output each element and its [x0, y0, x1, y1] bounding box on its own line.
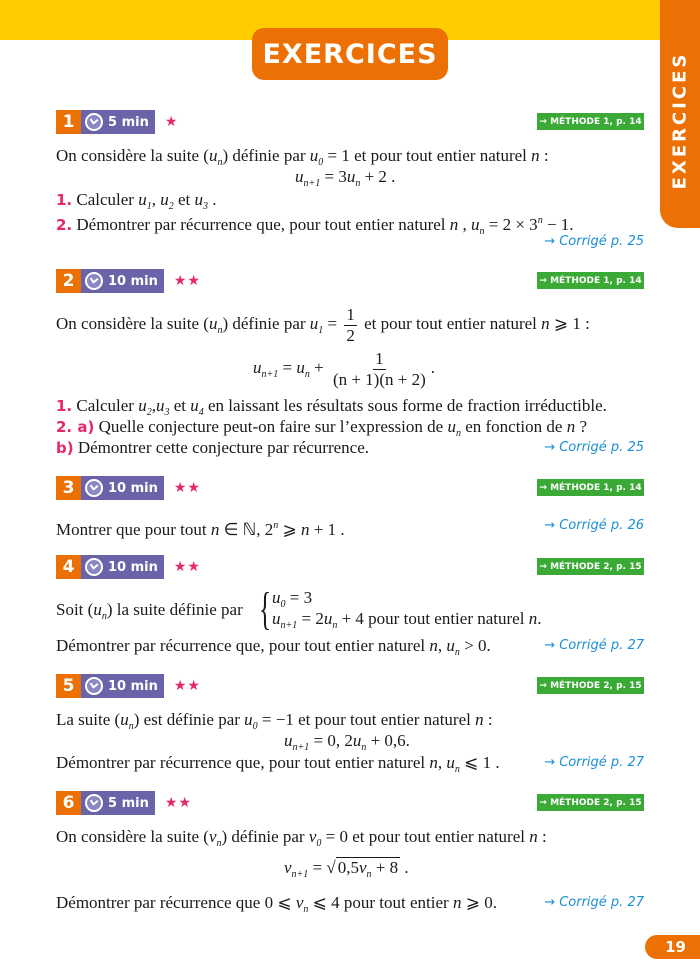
exercise-1-question-1: 1. Calculer $u_1$, $u_2$ et $u_3$ . [56, 190, 217, 212]
corrige-link[interactable]: → Corrigé p. 25 [544, 234, 644, 249]
exercise-1-question-2: 2. Démontrer par récurrence que, pour tout entier naturel n , $u_n = 2 \times 3^n - 1$. [56, 215, 574, 237]
exercise-3-statement: Montrer que pour tout n ∈ ℕ, 2$^n$ ⩾ n + 1 . [56, 520, 345, 539]
exercise-1-header [56, 110, 178, 134]
page-title: EXERCICES [252, 28, 448, 80]
time-badge: 10 min [81, 674, 164, 698]
exercise-5-question: Démontrer par récurrence que, pour tout entier naturel n, $u_n$ ⩽ 1 . [56, 753, 500, 775]
difficulty-stars: ★★ [173, 678, 201, 694]
corrige-link[interactable]: → Corrigé p. 25 [544, 440, 644, 455]
time-badge: 10 min [81, 269, 164, 293]
time-badge: 10 min [81, 476, 164, 500]
clock-icon [85, 272, 103, 290]
method-link[interactable]: → MÉTHODE 1, p. 14 [537, 479, 644, 496]
exercise-4-question: Démontrer par récurrence que, pour tout entier naturel n, $u_n > 0$. [56, 636, 491, 658]
clock-icon [85, 558, 103, 576]
exercise-6-question: Démontrer par récurrence que 0 ⩽ $v_n$ ⩽ 4 pour tout entier n ⩾ 0. [56, 893, 497, 915]
system-line-2: $u_{n+1} = 2u_n + 4$ pour tout entier naturel n. [272, 609, 542, 631]
method-link[interactable]: → MÉTHODE 1, p. 14 [537, 272, 644, 289]
method-link[interactable]: → MÉTHODE 2, p. 15 [537, 794, 644, 811]
exercise-3-header [56, 476, 201, 500]
exercise-2-intro: On considère la suite $(u_n)$ définie par $u_1$ = $\frac{1}{2}$ et pour tout entier naturel n ⩾ 1 : [56, 304, 590, 345]
exercise-2-question-2b: b) Démontrer cette conjecture par récurrence. [56, 438, 370, 457]
method-link[interactable]: → MÉTHODE 1, p. 14 [537, 113, 644, 130]
exercise-number: 5 [56, 674, 81, 698]
difficulty-stars: ★ [164, 114, 179, 130]
exercise-number: 3 [56, 476, 81, 500]
exercise-4-intro: Soit $(u_n)$ la suite définie par [56, 600, 243, 622]
exercise-4-header [56, 555, 201, 579]
exercise-6-formula: $v_{n+1}$ = √ $0,5v_n + 8$ . [284, 858, 409, 880]
method-link[interactable]: → MÉTHODE 2, p. 15 [537, 558, 644, 575]
exercise-number: 2 [56, 269, 81, 293]
brace: { [258, 583, 272, 634]
system-line-1: $u_0 = 3$ [272, 588, 313, 610]
exercise-1-intro: On considère la suite $(u_n)$ définie par $u_0 = 1$ et pour tout entier naturel n : [56, 146, 549, 168]
exercise-2-header [56, 269, 201, 293]
clock-icon [85, 794, 103, 812]
corrige-link[interactable]: → Corrigé p. 27 [544, 755, 644, 770]
exercise-2-question-2a: 2. a) Quelle conjecture peut-on faire sur l’expression de $u_n$ en fonction de n ? [56, 417, 587, 439]
difficulty-stars: ★★ [164, 795, 192, 811]
exercise-5-intro: La suite $(u_n)$ est définie par $u_0 = -1$ et pour tout entier naturel n : [56, 710, 493, 732]
exercise-number: 6 [56, 791, 81, 815]
exercise-1-formula: $u_{n+1} = 3u_n + 2$ . [295, 167, 396, 189]
clock-icon [85, 677, 103, 695]
exercise-2-formula: $u_{n+1} = u_n$ + $\frac{1}{(n + 1)(n + 2)}$ . [253, 348, 436, 389]
time-badge: 5 min [81, 110, 155, 134]
time-badge: 10 min [81, 555, 164, 579]
side-tab-label: EXERCICES [669, 51, 691, 189]
page-number: 19 [645, 935, 700, 959]
exercise-6-intro: On considère la suite $(v_n)$ définie par $v_0 = 0$ et pour tout entier naturel n : [56, 827, 547, 849]
difficulty-stars: ★★ [173, 559, 201, 575]
exercise-number: 1 [56, 110, 81, 134]
exercise-5-formula: $u_{n+1} = 0$, $2u_n + 0,6$. [284, 731, 410, 753]
corrige-link[interactable]: → Corrigé p. 26 [544, 518, 644, 533]
corrige-link[interactable]: → Corrigé p. 27 [544, 895, 644, 910]
exercise-2-question-1: 1. Calculer $u_2,u_3$ et $u_4$ en laissant les résultats sous forme de fraction irréductible. [56, 396, 607, 418]
exercise-number: 4 [56, 555, 81, 579]
time-badge: 5 min [81, 791, 155, 815]
corrige-link[interactable]: → Corrigé p. 27 [544, 638, 644, 653]
clock-icon [85, 113, 103, 131]
method-link[interactable]: → MÉTHODE 2, p. 15 [537, 677, 644, 694]
difficulty-stars: ★★ [173, 480, 201, 496]
difficulty-stars: ★★ [173, 273, 201, 289]
clock-icon [85, 479, 103, 497]
exercise-6-header [56, 791, 192, 815]
exercise-5-header [56, 674, 201, 698]
